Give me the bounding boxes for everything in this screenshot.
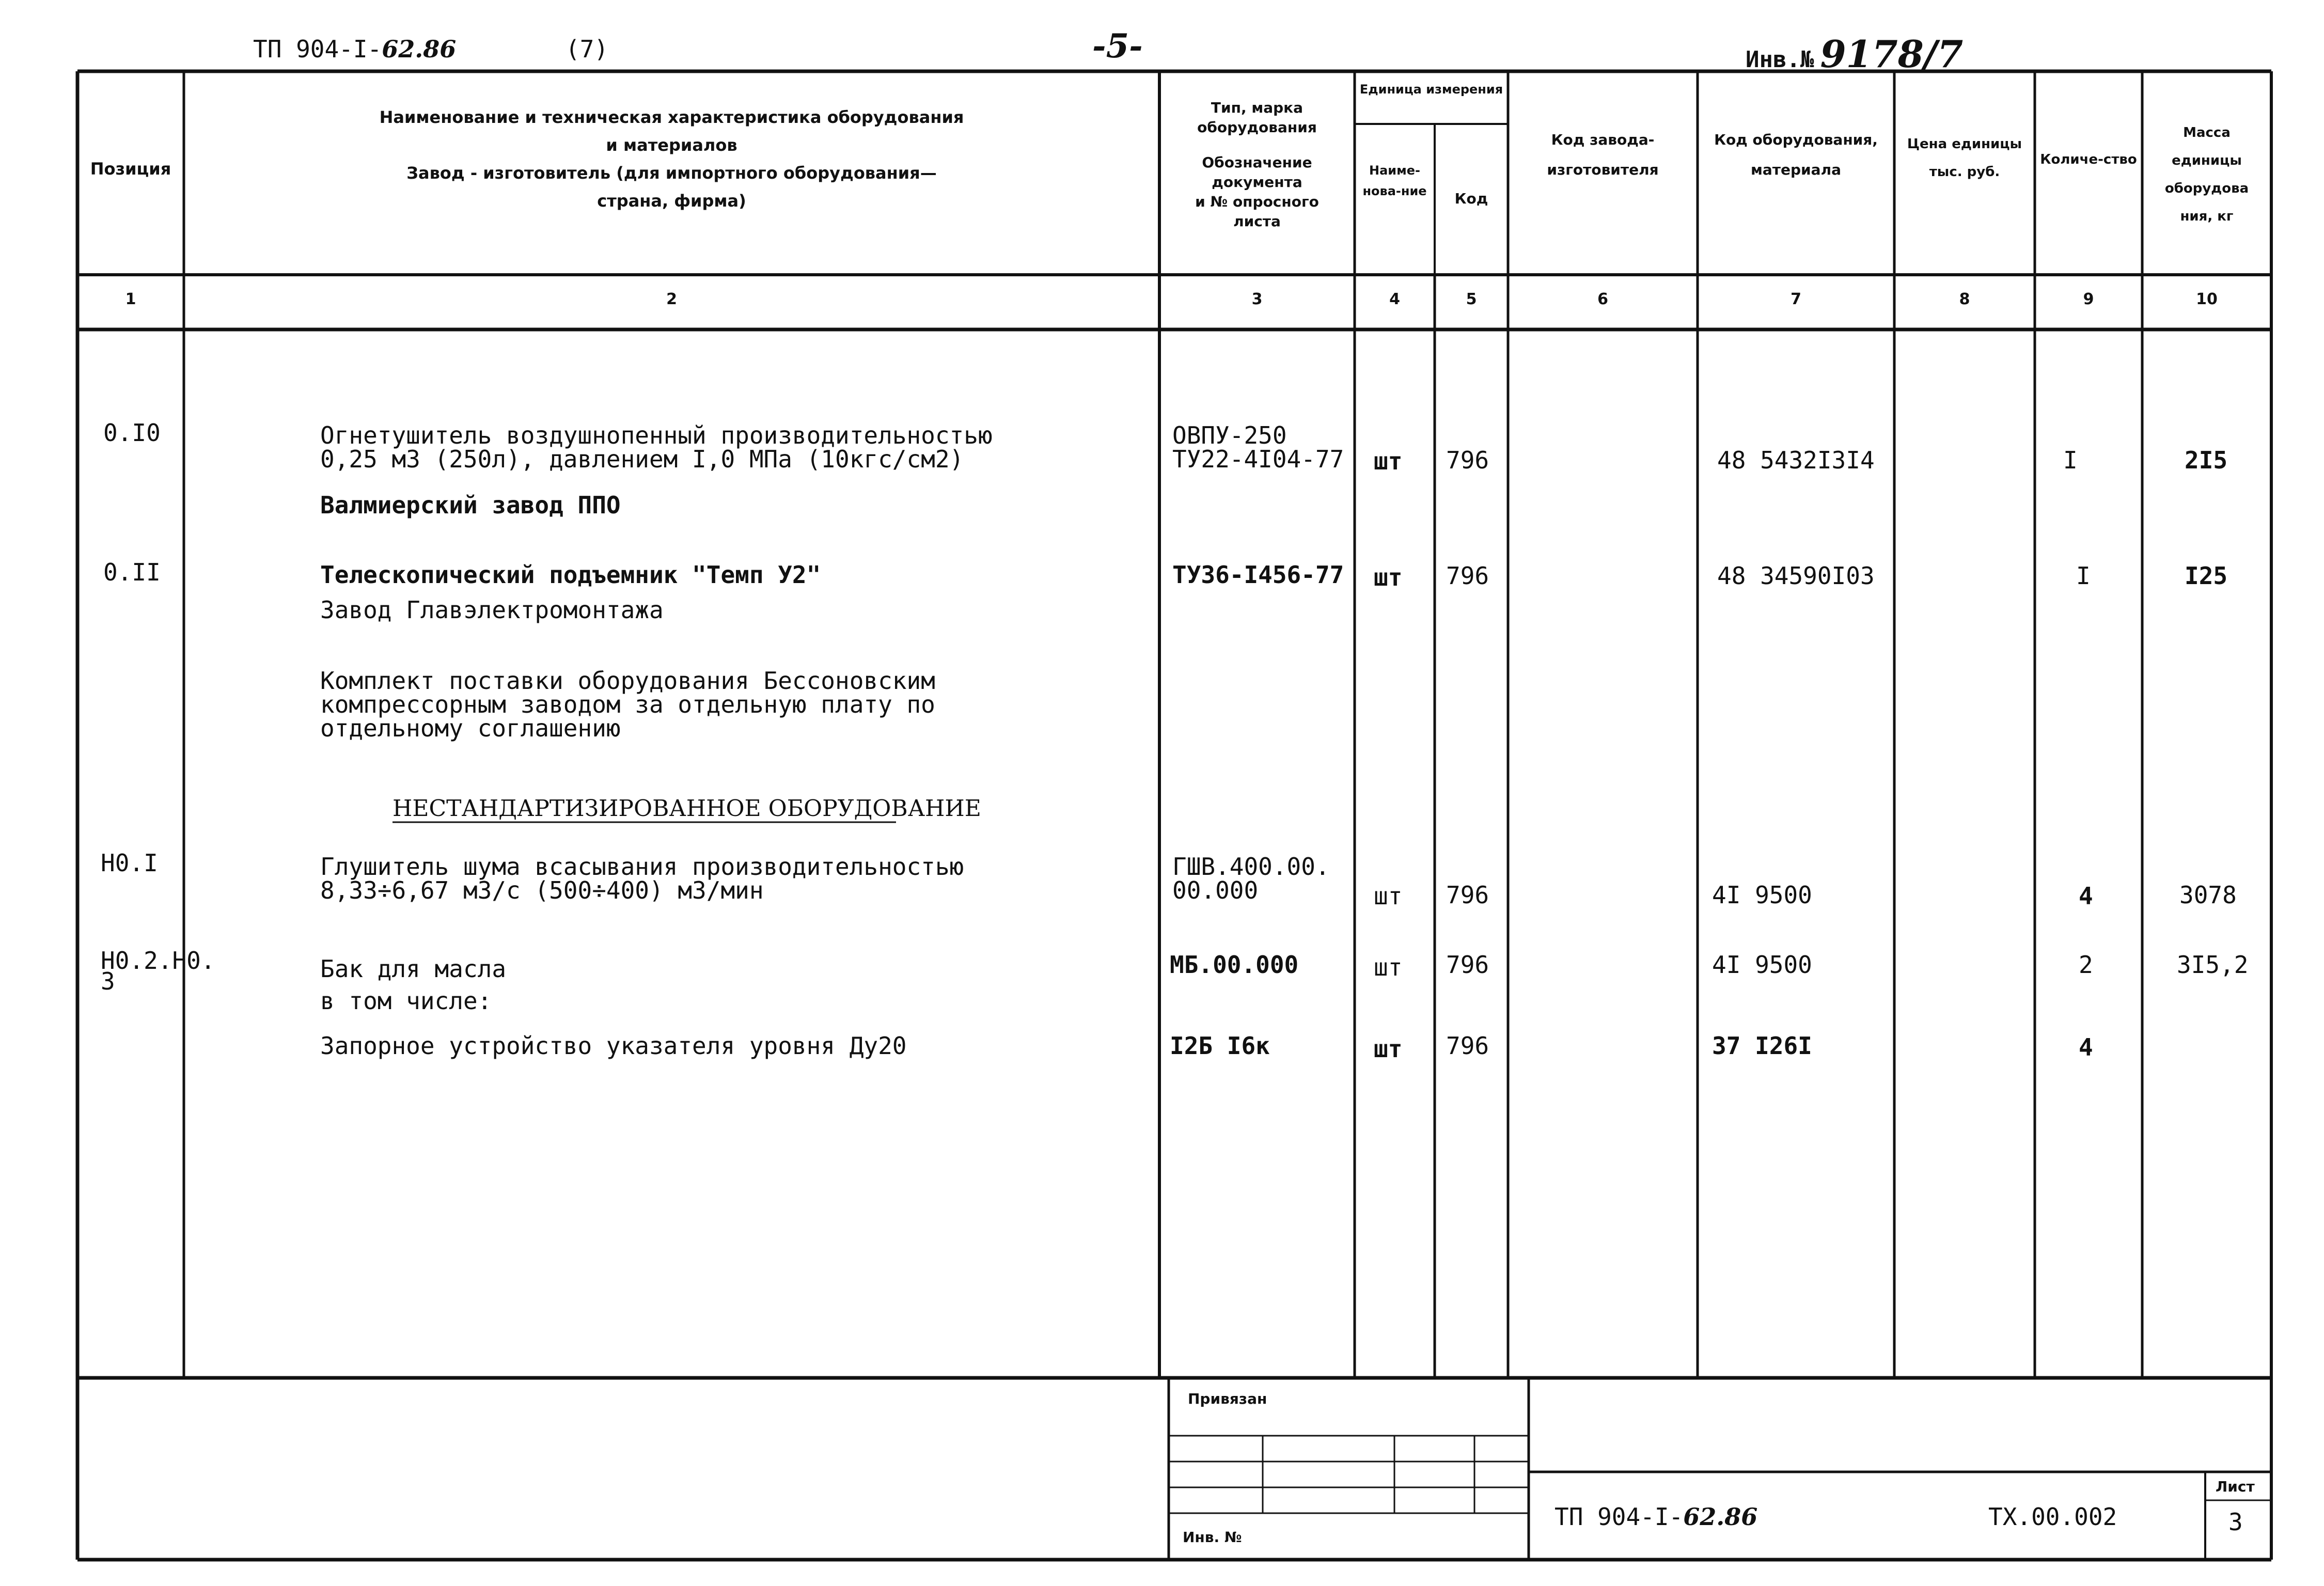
row-position: Н0.I	[101, 849, 158, 877]
header-unit-group: Единица измерения	[1359, 82, 1503, 97]
header-unit-code: Код	[1454, 190, 1488, 207]
row-quantity: 4	[2079, 1033, 2093, 1061]
header-mass: Масса единицы оборудова ния, кг	[2164, 125, 2249, 224]
row-mass: 3078	[2179, 881, 2237, 909]
header-name-line: Завод - изготовитель (для импортного оборудования—	[406, 163, 937, 183]
section-heading: НЕСТАНДАРТИЗИРОВАННОЕ ОБОРУДОВАНИЕ	[392, 795, 981, 822]
row-unit-code: 796	[1446, 562, 1489, 590]
doc-code-label: ТП 904-I-	[253, 35, 382, 63]
row-type-line: ОВПУ-250	[1172, 421, 1287, 449]
header-name-line: Наименование и техническая характеристика оборудования	[379, 107, 964, 127]
header-maker-code: Код завода-изготовителя	[1547, 131, 1659, 178]
header-doc-line: листа	[1233, 213, 1281, 230]
row-unit: шт	[1374, 447, 1403, 475]
stamp-doc-code	[1554, 1503, 1757, 1531]
row-unit: шт	[1374, 882, 1403, 910]
header-name-line: страна, фирма)	[597, 191, 746, 211]
row-quantity: 2	[2079, 951, 2093, 979]
row-name: Запорное устройство указателя уровня Ду20	[320, 1032, 907, 1060]
row-equipment-code: 4I 9500	[1712, 951, 1812, 979]
header-equipment-code: Код оборудования, материала	[1714, 131, 1878, 178]
row-quantity: 4	[2079, 882, 2093, 910]
header-name	[184, 103, 1159, 215]
header-type-line: оборудования	[1197, 119, 1317, 136]
row-quantity: I	[2076, 562, 2091, 590]
header-type-line: Тип, марка	[1211, 99, 1304, 116]
row-name: Завод Главэлектромонтажа	[320, 596, 664, 624]
col-number-4: 4	[1389, 290, 1400, 308]
row-unit-code: 796	[1446, 446, 1489, 474]
row-name	[320, 423, 993, 471]
stamp-sheet-code: ТХ.00.002	[1988, 1503, 2117, 1531]
row-name	[320, 669, 935, 740]
doc-code-handwritten: 62.86	[382, 35, 457, 63]
inventory-number	[1746, 32, 1963, 76]
row-position: 0.II	[103, 558, 161, 586]
page-mark: -5-	[1092, 27, 1143, 66]
row-name-line: Глушитель шума всасывания производительностью	[320, 853, 964, 881]
row-unit-code: 796	[1446, 951, 1489, 979]
stamp-inv-no: Инв. №	[1183, 1529, 1242, 1546]
header-position: Позиция	[90, 159, 171, 179]
header-type	[1159, 98, 1355, 231]
row-unit-code: 796	[1446, 881, 1489, 909]
inv-label: Инв.№	[1746, 46, 1814, 73]
stamp-sheet-number: 3	[2228, 1508, 2243, 1536]
header-quantity: Количе-ство	[2040, 152, 2137, 167]
header-price: Цена единицы тыс. руб.	[1907, 136, 2022, 180]
row-equipment-code: 4I 9500	[1712, 881, 1812, 909]
row-type	[1172, 855, 1330, 902]
row-name-line: Комплект поставки оборудования Бессоновским	[320, 667, 935, 695]
header-doc-line: документа	[1212, 174, 1302, 191]
col-number-9: 9	[2083, 290, 2094, 308]
row-position	[101, 947, 215, 995]
stamp-privyazan: Привязан	[1188, 1390, 1267, 1407]
col-number-2: 2	[666, 290, 677, 308]
row-name: Телескопический подъемник "Темп У2"	[320, 561, 821, 589]
col-number-1: 1	[125, 290, 136, 308]
header-unit-name: Наиме-нова-ние	[1362, 163, 1427, 198]
row-position-line: 3	[101, 967, 115, 995]
row-position-line: Н0.2.Н0.	[101, 947, 215, 975]
col-number-6: 6	[1597, 290, 1608, 308]
row-equipment-code: 48 54З2I3I4	[1717, 446, 1875, 474]
col-number-7: 7	[1791, 290, 1801, 308]
row-name-line: Огнетушитель воздушнопенный производительностью	[320, 421, 993, 449]
row-type-line: 00.000	[1172, 876, 1259, 904]
row-position: 0.I0	[103, 419, 161, 447]
row-unit: шт	[1374, 953, 1403, 981]
row-name-line: 0,25 м3 (250л), давлением I,0 МПа (10кгс/см2)	[320, 445, 964, 473]
stamp-doc-code-handwritten: 62.86	[1683, 1503, 1758, 1531]
stamp-doc-code-label: ТП 904-I-	[1554, 1503, 1684, 1531]
row-type-line: ТУ22-4I04-77	[1172, 445, 1344, 473]
row-equipment-code: 48 34590I03	[1717, 562, 1875, 590]
col-number-5: 5	[1466, 290, 1477, 308]
col-number-10: 10	[2196, 290, 2218, 308]
row-quantity: I	[2063, 446, 2078, 474]
header-doc-line: и № опросного	[1195, 193, 1319, 210]
row-unit-code: 796	[1446, 1032, 1489, 1060]
row-name-line: в том числе:	[320, 987, 492, 1015]
page-paren-number: (7)	[566, 35, 609, 63]
row-type	[1172, 423, 1344, 471]
row-mass: I25	[2185, 562, 2228, 590]
row-equipment-code: 37 I26I	[1712, 1032, 1812, 1060]
row-type: МБ.00.000	[1170, 951, 1299, 979]
row-name	[320, 855, 964, 902]
stamp-sheet-label: Лист	[2216, 1478, 2255, 1495]
row-name: Валмиерский завод ППО	[320, 491, 621, 519]
row-name-line: отдельному соглашению	[320, 714, 621, 742]
col-number-3: 3	[1251, 290, 1263, 308]
row-name-line: Бак для масла	[320, 955, 507, 983]
row-mass: 2I5	[2185, 446, 2228, 474]
header-doc-line: Обозначение	[1202, 154, 1312, 171]
row-name	[320, 953, 506, 1017]
row-name-line: 8,33÷6,67 м3/с (500÷400) м3/мин	[320, 876, 764, 904]
inv-number: 9178/7	[1820, 32, 1964, 76]
row-name-line: компрессорным заводом за отдельную плату по	[320, 690, 935, 718]
row-type: I2Б I6к	[1170, 1032, 1270, 1060]
header-name-line: и материалов	[606, 135, 737, 155]
row-unit: шт	[1374, 1035, 1403, 1063]
row-type: ТУ36-I456-77	[1172, 561, 1344, 589]
col-number-8: 8	[1959, 290, 1970, 308]
row-unit: шт	[1374, 563, 1403, 591]
doc-code-top	[253, 35, 456, 63]
row-mass: 3I5,2	[2177, 951, 2249, 979]
row-type-line: ГШВ.400.00.	[1172, 853, 1330, 881]
